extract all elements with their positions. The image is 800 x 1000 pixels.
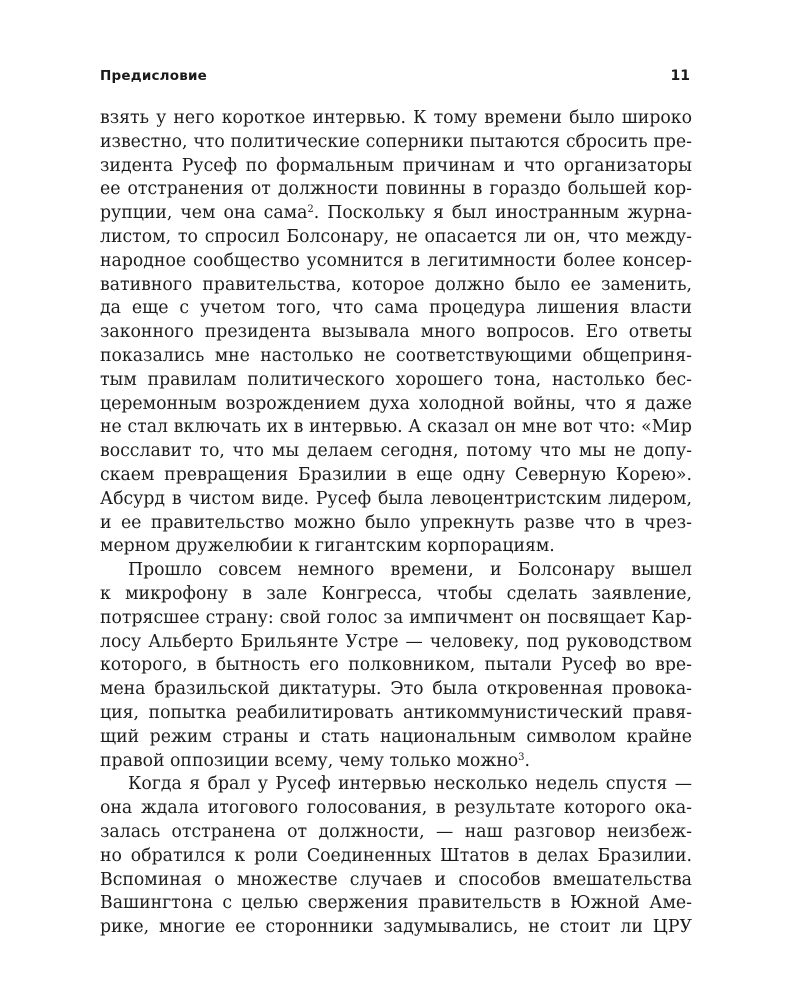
footnote-marker: 2 (307, 204, 314, 216)
text-line (100, 631, 692, 655)
text-line-content: Когда я брал у Русеф интервью несколько недель спустя — (128, 774, 692, 795)
text-line (100, 607, 692, 631)
text-line-content: зидента Русеф по формальным причинам и что организаторы (100, 155, 692, 176)
text-line (100, 369, 692, 393)
text-line (100, 821, 692, 845)
text-line (100, 892, 692, 916)
text-line (100, 654, 692, 678)
text-line-content: которого, в бытность его полковником, пытали Русеф во вре- (100, 655, 692, 676)
text-line-content: ее отстранения от должности повинны в гораздо большей кор- (100, 179, 692, 200)
text-line (100, 773, 692, 797)
text-line-content: Абсурд в чистом виде. Русеф была левоцентристским лидером, (100, 488, 692, 509)
body-text (100, 107, 692, 940)
text-line-content: восславит то, что мы делаем сегодня, потому что мы не допу- (100, 441, 692, 462)
text-line (100, 274, 692, 298)
page-number: 11 (670, 68, 690, 84)
text-line-content: взять у него короткое интервью. К тому времени было широко (100, 108, 692, 128)
text-line-content: Прошло совсем немного времени, и Болсонару вышел (128, 560, 692, 581)
text-line (100, 416, 692, 440)
text-line (100, 750, 692, 774)
text-line-content: да еще с учетом того, что сама процедура лишения власти (100, 298, 692, 319)
text-line-tail: . (524, 750, 531, 771)
text-line (100, 321, 692, 345)
text-line-content: рупции, чем она сама (100, 203, 308, 224)
text-line (100, 678, 692, 702)
running-title: Предисловие (100, 68, 208, 84)
text-line-content: правой оппозиции всему, чему только можно (100, 750, 519, 771)
text-line (100, 178, 692, 202)
text-line-content: щий режим страны и стать национальным символом крайне (100, 726, 692, 747)
text-line (100, 559, 692, 583)
text-line-content: вативного правительства, которое должно было ее заменить, (100, 274, 692, 295)
text-line-content: к микрофону в зале Конгресса, чтобы сделать заявление, (100, 583, 692, 604)
text-line (100, 797, 692, 821)
text-line-content: мена бразильской диктатуры. Это была откровенная провока- (100, 679, 692, 700)
text-line-content: и ее правительство можно было упрекнуть разве что в чрез- (100, 512, 692, 533)
text-line-content: мерном дружелюбии к гигантским корпорациям. (100, 536, 555, 557)
text-line-content: тым правилам политического хорошего тона, настолько бес- (100, 369, 692, 390)
text-line (100, 107, 692, 131)
text-line (100, 583, 692, 607)
text-line-content: потрясшее страну: свой голос за импичмент он посвящает Кар- (100, 607, 692, 628)
text-line (100, 535, 692, 559)
text-line (100, 226, 692, 250)
text-line-content: церемонным возрождением духа холодной войны, что я даже (100, 393, 692, 414)
running-header (100, 68, 690, 88)
text-line (100, 845, 692, 869)
text-line-content: лосу Альберто Брильянте Устре — человеку, под руководством (100, 631, 692, 652)
footnote-marker: 3 (518, 751, 525, 763)
text-line (100, 345, 692, 369)
text-line (100, 702, 692, 726)
text-line (100, 869, 692, 893)
text-line-content: Вашингтона с целью свержения правительств в Южной Аме- (100, 893, 692, 914)
text-line (100, 464, 692, 488)
text-line-content: залась отстранена от должности, — наш разговор неизбеж- (100, 821, 692, 842)
text-line (100, 131, 692, 155)
text-line-content: листом, то спросил Болсонару, не опасается ли он, что между- (100, 226, 692, 247)
text-line (100, 155, 692, 179)
text-line (100, 512, 692, 536)
text-line-content: скаем превращения Бразилии в еще одну Северную Корею». (100, 464, 692, 485)
text-line-tail: . Поскольку я был иностранным журна- (313, 203, 692, 224)
text-line (100, 440, 692, 464)
text-line (100, 916, 692, 940)
text-line-content: известно, что политические соперники пытаются сбросить пре- (100, 131, 692, 152)
text-line-content: она ждала итогового голосования, в результате которого ока- (100, 798, 692, 819)
text-line (100, 726, 692, 750)
text-line-content: рике, многие ее сторонники задумывались, не стоит ли ЦРУ (100, 917, 692, 938)
text-line (100, 250, 692, 274)
text-line (100, 202, 692, 226)
text-line-content: но обратился к роли Соединенных Штатов в делах Бразилии. (100, 845, 692, 866)
text-line-content: не стал включать их в интервью. А сказал он мне вот что: «Мир (100, 417, 692, 438)
text-line (100, 488, 692, 512)
text-line-content: показались мне настолько не соответствующими общеприня- (100, 345, 692, 366)
text-line-content: ция, попытка реабилитировать антикоммунистический правя- (100, 702, 692, 723)
text-line-content: законного президента вызывала много вопросов. Его ответы (100, 322, 692, 343)
text-line-content: народное сообщество усомнится в легитимности более консер- (100, 250, 692, 271)
text-line (100, 297, 692, 321)
text-line (100, 393, 692, 417)
text-line-content: Вспоминая о множестве случаев и способов вмешательства (100, 869, 692, 890)
